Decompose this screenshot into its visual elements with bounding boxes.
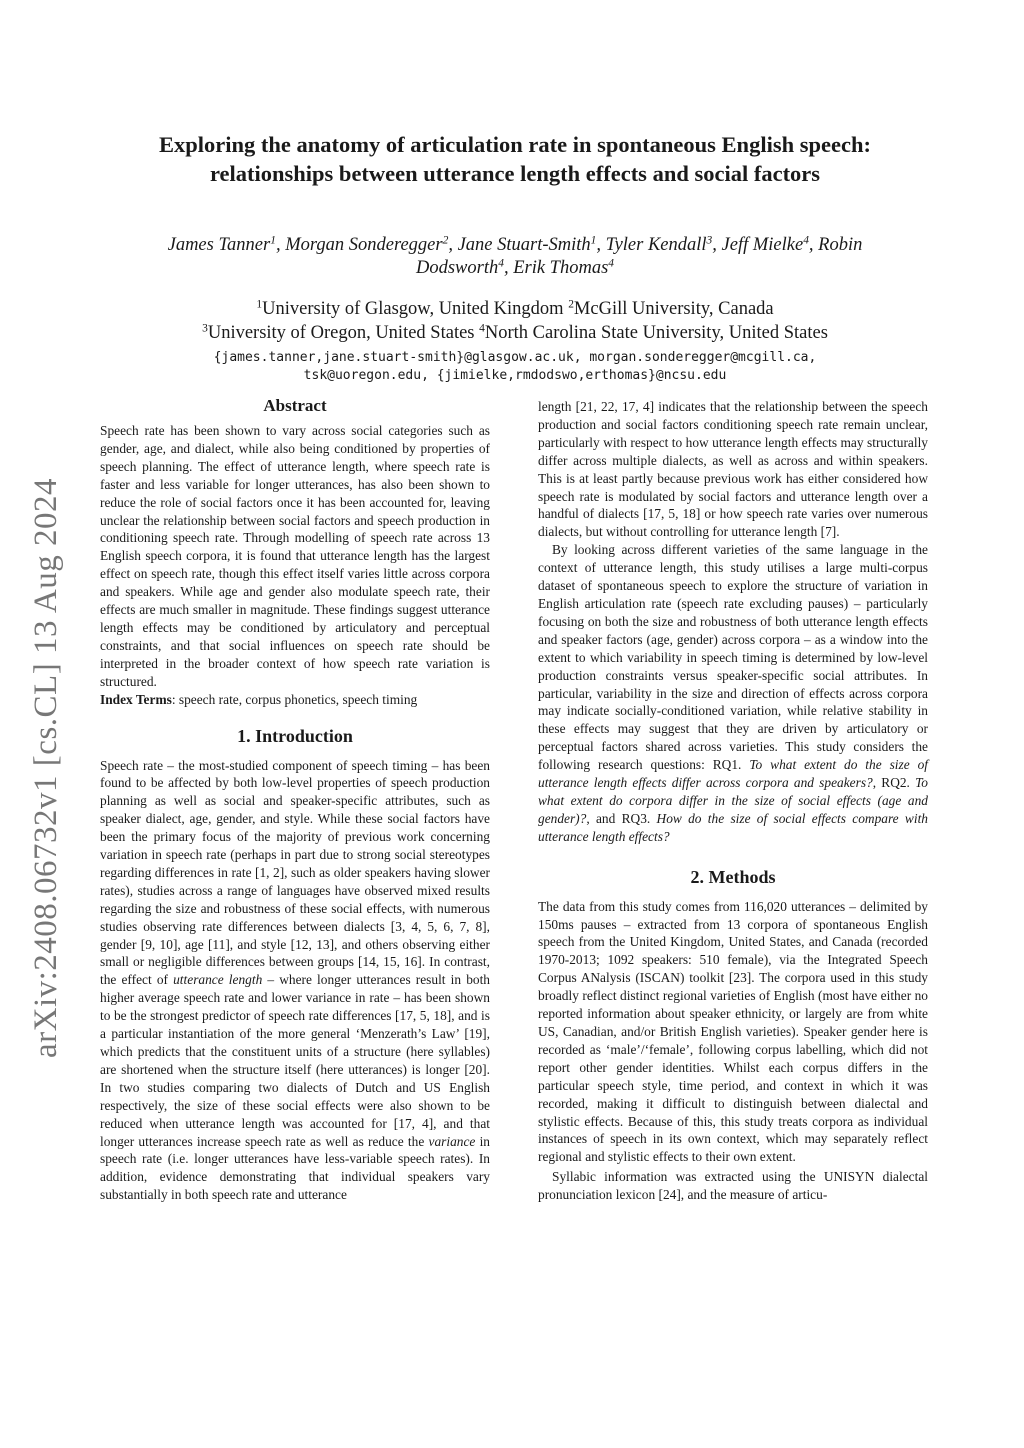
affiliations bbox=[100, 297, 930, 345]
abstract-heading: Abstract bbox=[263, 396, 327, 415]
research-question-2: To what extent do corpora differ in the size of social effects (age and gender)? bbox=[538, 775, 928, 826]
author-name: James Tanner bbox=[167, 235, 271, 255]
affiliation-line-1 bbox=[100, 297, 930, 321]
affil-number: 4 bbox=[479, 322, 485, 335]
research-question-3: How do the size of social effects compare with utterance length effects? bbox=[538, 810, 928, 844]
author-name: Morgan Sonderegger bbox=[285, 235, 443, 255]
methods-heading: 2. Methods bbox=[690, 866, 776, 887]
author-name: Erik Thomas bbox=[513, 258, 609, 278]
author-name: Jane Stuart-Smith bbox=[457, 235, 591, 255]
author-affil-mark: 4 bbox=[608, 257, 615, 270]
affiliation-line-2 bbox=[100, 321, 930, 345]
research-question-1: To what extent do the size of utterance length effects differ across corpora and speakers? bbox=[538, 757, 929, 791]
author-name: Tyler Kendall bbox=[605, 235, 707, 255]
author-affil-mark: 3 bbox=[706, 234, 713, 247]
methods-paragraph-1: The data from this study comes from 116,020 utterances – delimited by 150ms pauses – extracted from 13 corpora of spontaneous English speech from the United Kingdom, United States, and Canada (recorded 1970-2013; 1092 speakers: 510 female), via the Integrated Speech Corpus ANalysis (ISCAN) toolkit [23]. The corpora used in this study broadly reflect distinct regional varieties of English (most have either no reported information about speaker ethnicity, or largely are from white US, Canadian, and/or British English varieties). Speaker gender here is recorded as ‘male’/‘female’, following corpus labelling, which did not report other gender identities. Whilst each corpus differs in the particular speech style, time period, and context in which it was recorded, making it difficult to distinguish between dialectal and stylistic effects. Because of this, this study treats corpora as individual instances of speech in its own context, which may separately reflect regional and stylistic effects to their own extent. bbox=[538, 898, 928, 1165]
paper-title bbox=[100, 130, 930, 188]
abstract-text: Speech rate has been shown to vary across social categories such as gender, age, and dialect, while also being conditioned by properties of speech planning. The effect of utterance length, where speech rate is faster and less variable for longer utterances, has also been shown to reduce the role of social factors once it has been accounted for, leaving unclear the relationship between social factors and speech production in conditioning speech rate. Through modelling of speech rate across 13 English speech corpora, it is found that utterance length has the largest effect on speech rate, though this effect itself varies little across corpora and speakers. While age and gender also modulate speech rate, their effects are much smaller in magnitude. These findings suggest utterance length effects may be conditioned by articulatory and perceptual constraints, and that social influences on speech rate should be interpreted in the broader context of how speech rate variation is structured. bbox=[100, 423, 490, 689]
title-line-1: Exploring the anatomy of articulation rate in spontaneous English speech: bbox=[159, 132, 871, 157]
arxiv-identifier: arXiv:2408.06732v1 [cs.CL] 13 Aug 2024 bbox=[28, 478, 64, 1058]
author-name: Robin bbox=[818, 235, 863, 255]
intro-paragraph-1 bbox=[100, 757, 490, 1205]
right-column bbox=[538, 398, 928, 1204]
intro-paragraph-3 bbox=[538, 541, 928, 845]
author-name: Jeff Mielke bbox=[721, 235, 804, 255]
intro-text: By looking across different varieties of the same language in the context of utterance length, this study utilises a large multi-corpus dataset of spontaneous speech to explore the structure of variation in English articulation rate (speech rate excluding pauses) – particularly focusing on both the size and robustness of both utterance length effects and speaker factors (age, gender) across corpora – as a window into the extent to which variability in speech timing is determined by low-level production constraints versus speaker-specific social attributes. In particular, variability in the size and direction of effects across corpora may indicate socially-conditioned variation, while relative stability in these effects may suggest that they are driven by articulatory or perceptual factors shared across varieties. This study considers the following research questions: RQ1. bbox=[538, 542, 928, 773]
index-terms bbox=[100, 691, 490, 709]
affil-number: 2 bbox=[568, 298, 574, 311]
affil-number: 3 bbox=[202, 322, 208, 335]
author-line-2: Dodsworth$^4$, Erik Thomas$^4$ bbox=[415, 257, 615, 278]
email-line-1: {james.tanner,jane.stuart-smith}@glasgow.ac.uk, morgan.sonderegger@mcgill.ca, bbox=[213, 350, 817, 365]
intro-text: in speech rate (i.e. longer utterances have less-variable speech rates). In addition, evidence demonstrating that individual speakers vary substantially in both speech rate and utterance bbox=[100, 1133, 490, 1203]
author-name: Dodsworth bbox=[415, 258, 499, 278]
intro-text: , RQ2. bbox=[872, 775, 916, 791]
author-affil-mark: 4 bbox=[498, 257, 504, 270]
author-affil-mark: 1 bbox=[590, 234, 597, 247]
affiliation: University of Oregon, United States bbox=[207, 323, 475, 343]
intro-emphasis: variance bbox=[428, 1133, 476, 1149]
affiliation: University of Glasgow, United Kingdom bbox=[262, 299, 564, 319]
title-line-2: relationships between utterance length effects and social factors bbox=[209, 161, 821, 186]
affil-number: 1 bbox=[256, 298, 263, 311]
author-list bbox=[100, 234, 930, 280]
intro-text: Speech rate – the most-studied component of speech timing – has been found to be affected by both low-level properties of speech production planning as well as social and speaker-specific attributes, such as speaker dialect, age, gender, and style. While these social factors have been the primary focus of the majority of previous work concerning variation in speech rate (perhaps in part due to strong social stereotypes regarding differences in rate [1, 2], such as older speakers having slower rates), studies across a range of languages have observed mixed results regarding the size and robustness of these social effects, with numerous studies observing rate differences between dialects [3, 4, 5, 6, 7, 8], gender [9, 10], age [11], and style [12, 13], and others observing either small or negligible differences between groups [14, 15, 16]. In contrast, the effect of bbox=[100, 757, 490, 988]
author-emails bbox=[100, 349, 930, 385]
intro-paragraph-2: length [21, 22, 17, 4] indicates that the relationship between the speech production and social factors conditioning speech rate remain unclear, particularly with respect to how utterance length effects may structurally differ across multiple dialects, as well as across and within speakers. This is at least partly because previous work has either considered how speech rate is modulated by social factors and utterance length over a handful of dialects [17, 5, 18] or how speech rate varies over numerous dialects, but without controlling for utterance length [7]. bbox=[538, 399, 928, 540]
methods-paragraph-2: Syllabic information was extracted using the UNISYN dialectal pronunciation lexicon [24], and the measure of articu- bbox=[538, 1169, 928, 1203]
left-column bbox=[100, 396, 490, 1204]
index-terms-label: Index Terms bbox=[100, 691, 172, 707]
intro-text: , and RQ3. bbox=[586, 810, 657, 826]
author-affil-mark: 1 bbox=[270, 234, 276, 247]
introduction-heading: 1. Introduction bbox=[237, 725, 353, 746]
email-line-2: tsk@uoregon.edu, {jimielke,rmdodswo,erthomas}@ncsu.edu bbox=[303, 368, 727, 383]
intro-emphasis: utterance length bbox=[173, 972, 263, 988]
author-line-1: James Tanner$^1$, Morgan Sonderegger$^2$, Jane Stuart-Smith$^1$, Tyler Kendall$^3$, Jeff Mielke$^4$, Robin bbox=[167, 234, 863, 255]
author-affil-mark: 2 bbox=[442, 234, 449, 247]
intro-text: – where longer utterances result in both higher average speech rate and lower variance in rate – has been shown to be the strongest predictor of speech rate differences [17, 5, 18], and is a particular instantiation of the more general ‘Menzerath’s Law’ [19], which predicts that the constituent units of a structure (here syllables) are shortened when the structure itself (here utterances) is longer [20]. In two studies comparing two dialects of Dutch and US English respectively, the size of these social effects were also shown to be reduced when utterance length was accounted for [17, 4], and that longer utterances increase speech rate as well as reduce the bbox=[100, 972, 490, 1149]
index-terms-values: : speech rate, corpus phonetics, speech timing bbox=[171, 691, 418, 707]
author-affil-mark: 4 bbox=[803, 234, 809, 247]
affiliation: North Carolina State University, United States bbox=[484, 323, 828, 343]
affiliation: McGill University, Canada bbox=[573, 299, 774, 319]
